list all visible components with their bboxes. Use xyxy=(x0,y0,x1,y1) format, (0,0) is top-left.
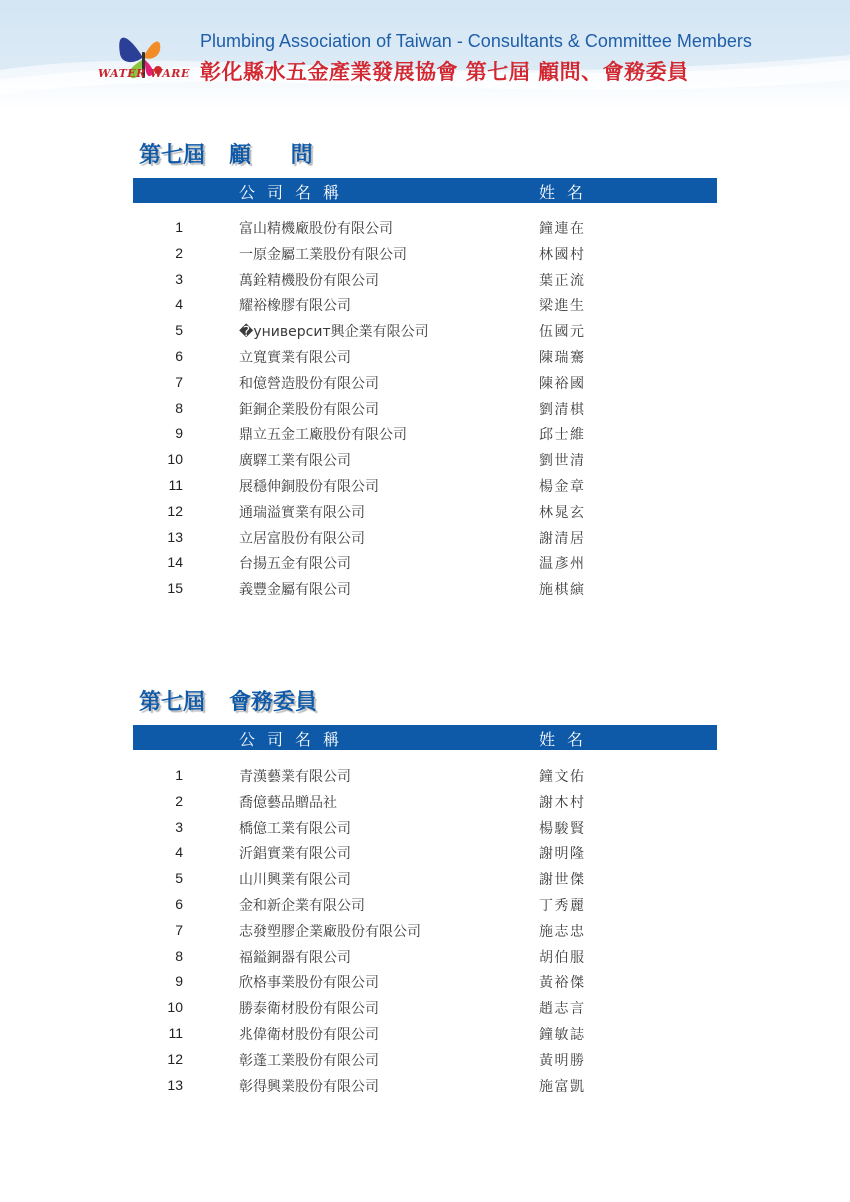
header-title-chinese: 彰化縣水五金產業發展協會 第七屆 顧問、會務委員 xyxy=(200,60,689,84)
column-header-company: 公司名稱 xyxy=(239,183,352,202)
row-number: 9 xyxy=(175,973,183,990)
table-row xyxy=(133,918,717,944)
table-row xyxy=(133,576,717,602)
row-number: 4 xyxy=(175,296,183,313)
committee-list xyxy=(133,763,717,1098)
company-name: 鼎立五金工廠股份有限公司 xyxy=(239,427,407,444)
company-name: 沂錩實業有限公司 xyxy=(239,846,351,863)
table-row xyxy=(133,447,717,473)
consultants-list xyxy=(133,215,717,602)
company-name: 彰蓬工業股份有限公司 xyxy=(239,1052,379,1069)
company-name: 展穩伸銅股份有限公司 xyxy=(239,478,379,495)
row-number: 13 xyxy=(167,528,183,545)
table-row xyxy=(133,815,717,841)
person-name: 林國村 xyxy=(539,246,586,263)
company-name: 福鎰銅器有限公司 xyxy=(239,949,351,966)
table-row xyxy=(133,344,717,370)
table-row xyxy=(133,550,717,576)
table-row xyxy=(133,473,717,499)
person-name: 楊金章 xyxy=(539,478,586,495)
table-header-committee xyxy=(133,725,717,750)
table-row xyxy=(133,241,717,267)
table-row xyxy=(133,267,717,293)
person-name: 温彥州 xyxy=(539,556,586,573)
section-title-committee xyxy=(139,685,317,716)
table-row xyxy=(133,370,717,396)
row-number: 6 xyxy=(175,347,183,364)
person-name: 梁進生 xyxy=(539,298,586,315)
row-number: 12 xyxy=(167,1050,183,1067)
section-title-main: 會務委員 xyxy=(229,690,318,715)
person-name: 丁秀麗 xyxy=(539,897,586,914)
section-title-consultants xyxy=(139,138,329,169)
row-number: 3 xyxy=(175,818,183,835)
row-number: 2 xyxy=(175,244,183,261)
person-name: 施棋縯 xyxy=(539,582,586,599)
person-name: 林晁玄 xyxy=(539,504,586,521)
table-row xyxy=(133,292,717,318)
table-row xyxy=(133,840,717,866)
table-row xyxy=(133,969,717,995)
company-name: 萬銓精機股份有限公司 xyxy=(239,272,379,289)
company-name: 義豐金屬有限公司 xyxy=(239,582,351,599)
row-number: 15 xyxy=(167,580,183,597)
person-name: 陳瑞騫 xyxy=(539,349,586,366)
row-number: 11 xyxy=(168,476,183,493)
company-name: 立居富股份有限公司 xyxy=(239,530,365,547)
row-number: 14 xyxy=(167,554,183,571)
person-name: 劉清棋 xyxy=(539,401,586,418)
company-name: 耀裕橡膠有限公司 xyxy=(239,298,351,315)
table-row xyxy=(133,396,717,422)
person-name: 謝木村 xyxy=(539,794,586,811)
company-name: 廣驛工業有限公司 xyxy=(239,453,351,470)
person-name: 施志忠 xyxy=(539,923,586,940)
table-row xyxy=(133,944,717,970)
person-name: 趙志言 xyxy=(539,1001,586,1018)
section-title-prefix: 第七屆 xyxy=(139,690,206,715)
column-header-name: 姓名 xyxy=(539,730,596,749)
company-name: 勝泰衛材股份有限公司 xyxy=(239,1001,379,1018)
person-name: 謝世傑 xyxy=(539,872,586,889)
table-row xyxy=(133,866,717,892)
person-name: 陳裕國 xyxy=(539,375,586,392)
section-title-prefix: 第七屆 xyxy=(139,143,206,168)
table-row xyxy=(133,421,717,447)
person-name: 葉正流 xyxy=(539,272,586,289)
company-name: 喬億藝品贈品社 xyxy=(239,794,337,811)
column-header-name: 姓名 xyxy=(539,183,596,202)
row-number: 5 xyxy=(175,870,183,887)
company-name: 兆偉衛材股份有限公司 xyxy=(239,1026,379,1043)
company-name: 橋億工業有限公司 xyxy=(239,820,351,837)
person-name: 鐘文佑 xyxy=(539,769,586,785)
person-name: 楊駿賢 xyxy=(539,820,586,837)
table-row xyxy=(133,763,717,789)
table-header-consultants xyxy=(133,178,717,203)
row-number: 8 xyxy=(175,947,183,964)
person-name: 黃裕傑 xyxy=(539,975,586,992)
company-name: 彰得興業股份有限公司 xyxy=(239,1078,379,1095)
row-number: 7 xyxy=(175,921,183,938)
person-name: 謝清居 xyxy=(539,530,586,547)
row-number: 1 xyxy=(175,219,183,235)
table-row xyxy=(133,318,717,344)
table-row xyxy=(133,1073,717,1099)
table-row xyxy=(133,995,717,1021)
table-row xyxy=(133,789,717,815)
company-name: 通瑞溢實業有限公司 xyxy=(239,504,365,521)
row-number: 6 xyxy=(175,895,183,912)
company-name: 鉅銅企業股份有限公司 xyxy=(239,401,379,418)
company-name: 富山精機廠股份有限公司 xyxy=(239,221,393,237)
company-name: �университ興企業有限公司 xyxy=(239,324,429,341)
person-name: 謝明隆 xyxy=(539,846,586,863)
row-number: 10 xyxy=(167,999,183,1016)
person-name: 鐘連在 xyxy=(539,221,586,237)
table-row xyxy=(133,1021,717,1047)
table-row xyxy=(133,215,717,241)
person-name: 施富凱 xyxy=(539,1078,586,1095)
company-name: 立寬實業有限公司 xyxy=(239,349,351,366)
person-name: 鐘敏誌 xyxy=(539,1026,586,1043)
person-name: 伍國元 xyxy=(539,324,586,341)
company-name: 欣格事業股份有限公司 xyxy=(239,975,379,992)
company-name: 青漢藝業有限公司 xyxy=(239,769,351,785)
column-header-company: 公司名稱 xyxy=(239,730,352,749)
row-number: 13 xyxy=(167,1076,183,1093)
row-number: 10 xyxy=(167,451,183,468)
table-row xyxy=(133,525,717,551)
row-number: 9 xyxy=(175,425,183,442)
company-name: 山川興業有限公司 xyxy=(239,872,351,889)
page-header xyxy=(0,0,850,110)
person-name: 胡伯服 xyxy=(539,949,586,966)
company-name: 和億營造股份有限公司 xyxy=(239,375,379,392)
company-name: 一原金屬工業股份有限公司 xyxy=(239,246,407,263)
logo-wordmark: WATER WARE xyxy=(98,67,190,80)
section-title-main: 顧 問 xyxy=(229,143,329,168)
row-number: 7 xyxy=(175,373,183,390)
row-number: 12 xyxy=(167,502,183,519)
row-number: 4 xyxy=(175,844,183,861)
person-name: 黃明勝 xyxy=(539,1052,586,1069)
table-row xyxy=(133,892,717,918)
row-number: 8 xyxy=(175,399,183,416)
company-name: 金和新企業有限公司 xyxy=(239,897,365,914)
row-number: 5 xyxy=(175,322,183,339)
person-name: 邱士維 xyxy=(539,427,586,444)
company-name: 志發塑膠企業廠股份有限公司 xyxy=(239,923,421,940)
company-name: 台揚五金有限公司 xyxy=(239,556,351,573)
row-number: 2 xyxy=(175,792,183,809)
row-number: 1 xyxy=(175,767,183,783)
table-row xyxy=(133,499,717,525)
table-row xyxy=(133,1047,717,1073)
person-name: 劉世清 xyxy=(539,453,586,470)
row-number: 3 xyxy=(175,270,183,287)
row-number: 11 xyxy=(168,1024,183,1041)
header-title-english: Plumbing Association of Taiwan - Consultants & Committee Members xyxy=(200,31,752,51)
